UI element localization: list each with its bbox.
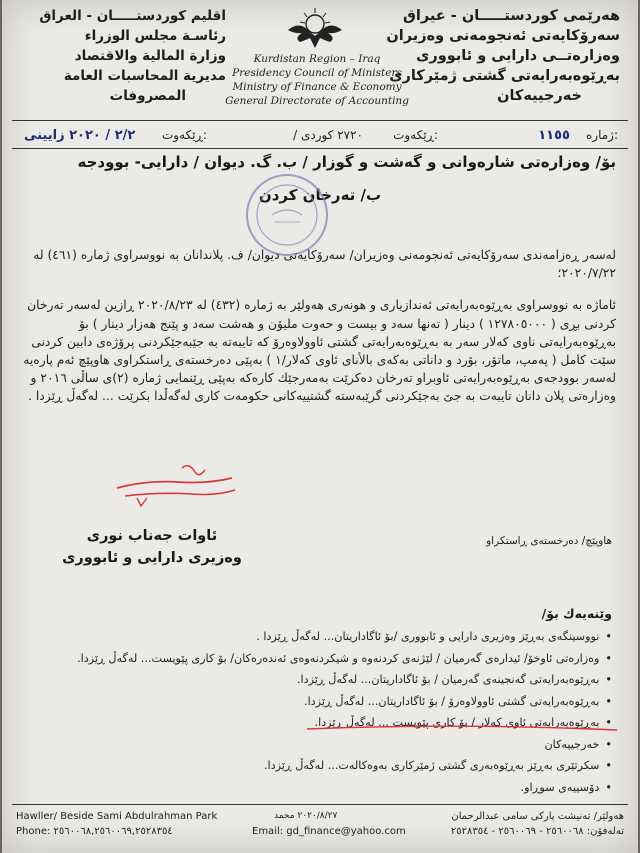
header-kurdish-line: هەرێمی كوردستـــــان - عیراق: [402, 8, 620, 24]
reference-kurdi-year: / ٢٧٢٠ كوردی: [293, 128, 363, 142]
letter-body: [16, 246, 616, 420]
signer-name: ئاوات جەناب نوری: [86, 528, 218, 544]
header-arabic-line: المصروفات: [109, 88, 186, 104]
reference-date-label: ڕێكەوت:: [393, 128, 438, 142]
header-arabic-line: مديرية المحاسبات العامة: [63, 68, 226, 84]
attachment-note: هاوپێچ/ دەرخستەی ڕاستكراو: [486, 535, 612, 547]
cc-item: • بەڕێوەبەرایەتی گەنجینەی گەرمیان / بۆ ئاگاداریتان... لەگەڵ ڕێزدا.: [52, 669, 612, 691]
cc-list: [52, 626, 612, 798]
header-english-line: Ministry of Finance & Economy: [232, 81, 402, 93]
cc-item: • وەزارەتی ئاوخۆ/ ئیدارەی گەرمیان / لێژنەی كردنەوە و شیكردنەوەی ئەندەرەكان/ بۆ كاری پێویست... لەگەڵ ڕێزدا.: [52, 648, 612, 670]
reference-number-label: ژمارە:: [585, 128, 618, 142]
header-english-line: Presidency Council of Ministers: [232, 67, 402, 79]
handwritten-signature-icon: [107, 460, 242, 510]
reference-gregorian-date: ٢/٢ / ٢٠٢٠ زایینی: [24, 128, 136, 143]
reference-divider: [12, 148, 628, 149]
header-divider: [12, 120, 628, 121]
header-english: [217, 52, 417, 108]
header-arabic-line: وزارة المالية والاقتصاد: [74, 48, 226, 64]
header-english-line: General Directorate of Accounting: [225, 95, 409, 107]
header-arabic-line: اقليم كوردستـــــان - العراق: [39, 8, 226, 24]
cc-item: • بەڕێوەبەرایەتی گشتی ئاوولاوەرۆ / بۆ ئاگاداریتان... لەگەڵ ڕێزدا.: [52, 691, 612, 713]
cc-item: • بەڕێوەبەرایەتی ئاوی كەلار / بۆ كاری پێویست ... لەگەڵ ڕێزدا.: [52, 712, 612, 734]
header-english-line: Kurdistan Region – Iraq: [253, 53, 381, 65]
body-paragraph: لەسەر ڕەزامەندی سەرۆكایەتی ئەنجومەنی وەزیران/ سەرۆكایەتی دیوان/ ف. پلاندانان بە نووسراوی ژمارە (٤٦١) لە ٢٠٢٠/٧/٢٢؛: [33, 248, 616, 281]
body-paragraph: ئاماژە بە نووسراوی بەڕێوەبەرایەتی ئەندازیاری و هونەری هەولێر بە ژمارە (٤٣٢) لە ٢٠٢٠/٨/٢٣ ڕازین لەسەر تەرخان كردنی بڕی ( ١٢٧٨٠٥٠٠٠ ) دینار ( تەنها سەد و بیست و حەوت ملیۆن و هەشت سەد و پێنج هەزار دینار ) بۆ بەڕێوەبەرایەتی ناوی كەلار سەر بە بەڕێوەبەرایەتی گشتی ئاوولاوەرۆ كە تایبەتە بە جێبەجێكردنی پرۆژەی دابین كردنی سێت كامل ( پەمپ، ماتۆر، بۆرد و داناتی بەكەی بالأنای ئاوی كەلار/١ ) بەپێی دەرخستەی ڕاستكراوی هاوپێچ ئەم پارەیە لەسەر بوودجەی بەڕێوەبەرایەتی ئاوبراو تەرخان دەكرێت بەمەرجێك كارەكە بەپێی ڕێنمایی ژمارە (٢)ی ساڵی ٢٠١٦ و وەزارەتی پلان دانان تایبەت بە جێ بەجێكردنی گرێبەستە گشتییەكانی حكومەت كاری لەگەڵدا بكرێت ... لەگەڵ ڕێزدا .: [23, 298, 616, 404]
header-kurdish-line: خەرجییەكان: [497, 88, 582, 104]
cc-item: • سكرتێری بەڕێز بەڕێوەبەری گشتی ژمێركاری بەوەكالەت... لەگەڵ ڕێزدا.: [52, 755, 612, 777]
cc-item: • خەرجییەكان: [52, 734, 612, 756]
footer-email: Email: gd_finance@yahoo.com: [252, 826, 406, 837]
header-arabic: [16, 6, 226, 106]
footer-address-en: Hawller/ Beside Sami Abdulrahman Park: [16, 811, 218, 822]
cc-item: • نووسینگەی بەڕێز وەزیری دارایی و ئابووری /بۆ ئاگاداریتان... لەگەڵ ڕێزدا .: [52, 626, 612, 648]
letter-page: [2, 0, 638, 853]
header-kurdish-line: بەڕێوەبەرایەتی گشتی ژمێركاری: [389, 68, 620, 84]
footer-divider: [12, 804, 628, 805]
signer-title: وەزیری دارایی و ئابووری: [62, 550, 242, 566]
footer-phone-ku: تەلەفۆن: ٢٥٦٠٠٦٨ - ٢٥٦٠٠٦٩ - ٢٥٢٨٣٥٤: [450, 826, 624, 837]
reference-row: [22, 126, 618, 148]
cc-item: • دۆسییەی سوڕاو.: [52, 777, 612, 799]
subject-line: ب/ تەرخان كردن: [258, 186, 382, 204]
reference-date-label-2: ڕێكەوت:: [162, 128, 207, 142]
kurdistan-emblem-icon: [280, 2, 350, 54]
reference-number-value: ١١٥٥: [538, 128, 570, 143]
signer-block: [42, 525, 262, 569]
footer-phone-en: Phone: ٢٥٦٠٠٦٨,٢٥٦٠٠٦٩,٢٥٢٨٣٥٤: [16, 826, 173, 837]
header-kurdish-line: وەزارەتــی دارایی و ئابووری: [416, 48, 620, 64]
header-arabic-line: رئاسـة مجلس الوزراء: [84, 28, 226, 44]
footer-date: ٢٠٢٠/٨/٢٧ محمد: [274, 811, 338, 821]
header-kurdish-line: سەرۆكایەتی ئەنجومەنی وەزیران: [386, 28, 620, 44]
red-underline-mark-icon: [302, 721, 622, 735]
footer-address-ku: هەولێر/ تەنیشت پاركی سامی عبدالرحمان: [451, 811, 624, 822]
addressee-line: بۆ/ وەزارەتی شارەوانی و گەشت و گوزار / ب. گ. دیوان / دارایی- بوودجە: [77, 153, 616, 171]
cc-title: وێنەیەك بۆ/: [541, 606, 612, 621]
